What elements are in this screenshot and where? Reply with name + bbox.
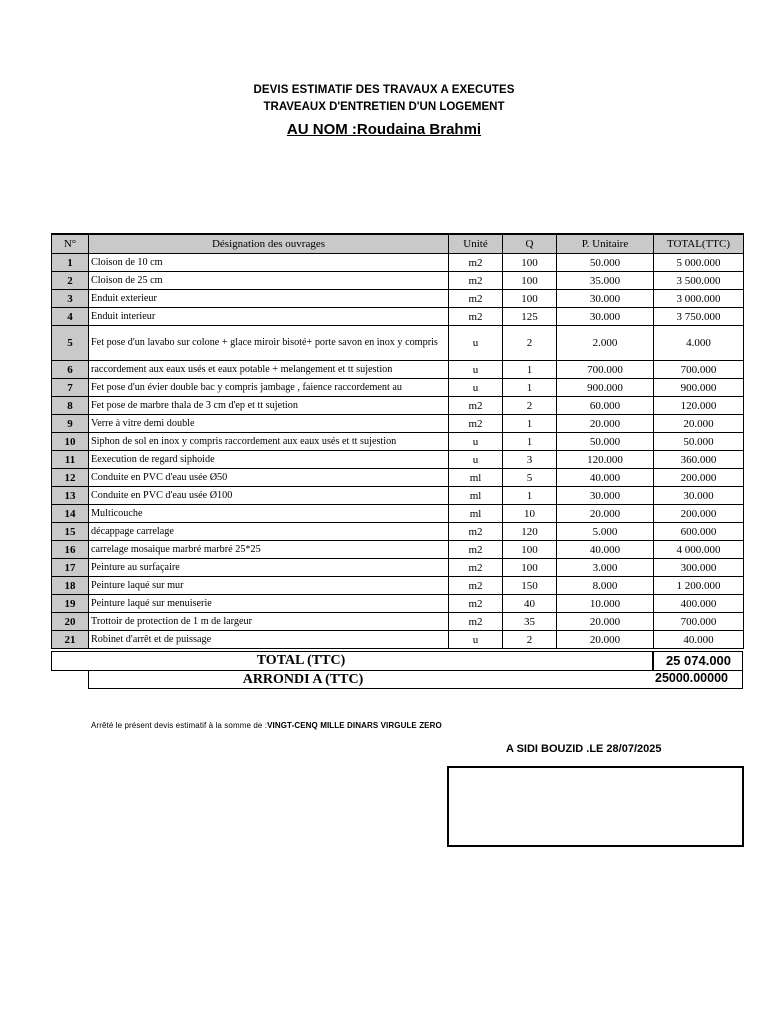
row-total: 200.000 bbox=[654, 469, 744, 487]
row-number: 13 bbox=[52, 487, 89, 505]
row-number: 17 bbox=[52, 559, 89, 577]
row-unit: m2 bbox=[449, 290, 503, 308]
row-unit: u bbox=[449, 631, 503, 649]
row-unit-price: 40.000 bbox=[557, 469, 654, 487]
row-total: 200.000 bbox=[654, 505, 744, 523]
row-quantity: 150 bbox=[503, 577, 557, 595]
row-number: 14 bbox=[52, 505, 89, 523]
row-total: 30.000 bbox=[654, 487, 744, 505]
row-unit-price: 2.000 bbox=[557, 326, 654, 361]
row-unit-price: 50.000 bbox=[557, 433, 654, 451]
row-total: 3 750.000 bbox=[654, 308, 744, 326]
table-row bbox=[52, 397, 744, 415]
row-designation: Conduite en PVC d'eau usée Ø100 bbox=[89, 487, 449, 505]
table-row bbox=[52, 631, 744, 649]
table-row bbox=[52, 326, 744, 361]
row-designation: Peinture au surfaçaire bbox=[89, 559, 449, 577]
row-number: 20 bbox=[52, 613, 89, 631]
row-designation: Multicouche bbox=[89, 505, 449, 523]
row-unit-price: 8.000 bbox=[557, 577, 654, 595]
row-designation: Siphon de sol en inox y compris raccordement aux eaux usés et tt sujestion bbox=[89, 433, 449, 451]
row-designation: Enduit exterieur bbox=[89, 290, 449, 308]
row-number: 6 bbox=[52, 361, 89, 379]
row-designation: Enduit interieur bbox=[89, 308, 449, 326]
row-unit-price: 5.000 bbox=[557, 523, 654, 541]
total-label: TOTAL (TTC) bbox=[256, 653, 346, 668]
row-unit: ml bbox=[449, 487, 503, 505]
row-number: 1 bbox=[52, 254, 89, 272]
row-designation: Robinet d'arrêt et de puissage bbox=[89, 631, 449, 649]
table-row bbox=[52, 308, 744, 326]
row-quantity: 100 bbox=[503, 559, 557, 577]
table-row bbox=[52, 272, 744, 290]
row-number: 5 bbox=[52, 326, 89, 361]
row-unit-price: 20.000 bbox=[557, 613, 654, 631]
table-header-row bbox=[52, 234, 744, 254]
row-number: 7 bbox=[52, 379, 89, 397]
table-row bbox=[52, 361, 744, 379]
row-quantity: 100 bbox=[503, 254, 557, 272]
row-designation: Fet pose d'un évier double bac y compris jambage , faience raccordement au bbox=[89, 379, 449, 397]
amount-in-words bbox=[91, 721, 442, 730]
row-number: 18 bbox=[52, 577, 89, 595]
table-row bbox=[52, 415, 744, 433]
table-row bbox=[52, 469, 744, 487]
row-unit: ml bbox=[449, 505, 503, 523]
total-value: 25 074.000 bbox=[665, 653, 732, 668]
row-quantity: 1 bbox=[503, 415, 557, 433]
row-designation: décappage carrelage bbox=[89, 523, 449, 541]
row-unit-price: 20.000 bbox=[557, 415, 654, 433]
row-quantity: 5 bbox=[503, 469, 557, 487]
estimate-table bbox=[51, 233, 744, 649]
row-quantity: 1 bbox=[503, 433, 557, 451]
row-unit-price: 20.000 bbox=[557, 631, 654, 649]
row-unit: u bbox=[449, 326, 503, 361]
row-unit-price: 60.000 bbox=[557, 397, 654, 415]
row-number: 16 bbox=[52, 541, 89, 559]
row-unit-price: 30.000 bbox=[557, 487, 654, 505]
row-unit: m2 bbox=[449, 397, 503, 415]
row-number: 2 bbox=[52, 272, 89, 290]
row-unit: m2 bbox=[449, 595, 503, 613]
row-designation: Fet pose de marbre thala de 3 cm d'ep et tt sujetion bbox=[89, 397, 449, 415]
row-quantity: 100 bbox=[503, 272, 557, 290]
row-total: 4.000 bbox=[654, 326, 744, 361]
row-total: 900.000 bbox=[654, 379, 744, 397]
row-number: 4 bbox=[52, 308, 89, 326]
column-header-quantity: Q bbox=[503, 234, 557, 254]
row-total: 1 200.000 bbox=[654, 577, 744, 595]
row-quantity: 1 bbox=[503, 379, 557, 397]
row-number: 10 bbox=[52, 433, 89, 451]
row-unit: m2 bbox=[449, 613, 503, 631]
row-unit: m2 bbox=[449, 254, 503, 272]
row-unit-price: 40.000 bbox=[557, 541, 654, 559]
row-total: 400.000 bbox=[654, 595, 744, 613]
document-title-line1: DEVIS ESTIMATIF DES TRAVAUX A EXECUTES bbox=[253, 84, 515, 96]
row-total: 4 000.000 bbox=[654, 541, 744, 559]
row-number: 9 bbox=[52, 415, 89, 433]
row-designation: Peinture laqué sur mur bbox=[89, 577, 449, 595]
row-quantity: 1 bbox=[503, 487, 557, 505]
table-row bbox=[52, 433, 744, 451]
amount-in-words-prefix: Arrêté le présent devis estimatif à la somme de : bbox=[91, 721, 268, 730]
row-number: 8 bbox=[52, 397, 89, 415]
row-designation: Fet pose d'un lavabo sur colone + glace miroir bisoté+ porte savon en inox y compris bbox=[89, 326, 449, 361]
row-unit-price: 30.000 bbox=[557, 290, 654, 308]
row-designation: Conduite en PVC d'eau usée Ø50 bbox=[89, 469, 449, 487]
row-unit: u bbox=[449, 433, 503, 451]
row-quantity: 35 bbox=[503, 613, 557, 631]
row-total: 300.000 bbox=[654, 559, 744, 577]
row-unit-price: 700.000 bbox=[557, 361, 654, 379]
row-unit: m2 bbox=[449, 523, 503, 541]
row-total: 700.000 bbox=[654, 613, 744, 631]
table-row bbox=[52, 559, 744, 577]
row-total: 40.000 bbox=[654, 631, 744, 649]
client-name: Roudaina Brahmi bbox=[356, 121, 482, 138]
row-quantity: 40 bbox=[503, 595, 557, 613]
row-unit-price: 30.000 bbox=[557, 308, 654, 326]
row-designation: carrelage mosaique marbré marbré 25*25 bbox=[89, 541, 449, 559]
row-quantity: 1 bbox=[503, 361, 557, 379]
row-quantity: 100 bbox=[503, 290, 557, 308]
row-number: 15 bbox=[52, 523, 89, 541]
table-row bbox=[52, 541, 744, 559]
row-unit-price: 35.000 bbox=[557, 272, 654, 290]
table-row bbox=[52, 487, 744, 505]
row-number: 11 bbox=[52, 451, 89, 469]
row-total: 50.000 bbox=[654, 433, 744, 451]
place-and-date: A SIDI BOUZID .LE 28/07/2025 bbox=[506, 743, 662, 755]
row-designation: raccordement aux eaux usés et eaux potable + melangement et tt sujestion bbox=[89, 361, 449, 379]
row-designation: Cloison de 10 cm bbox=[89, 254, 449, 272]
row-unit: m2 bbox=[449, 272, 503, 290]
row-designation: Eexecution de regard siphoide bbox=[89, 451, 449, 469]
row-unit: ml bbox=[449, 469, 503, 487]
row-unit-price: 20.000 bbox=[557, 505, 654, 523]
row-quantity: 3 bbox=[503, 451, 557, 469]
table-row bbox=[52, 379, 744, 397]
row-quantity: 2 bbox=[503, 397, 557, 415]
amount-in-words-value: VINGT-CENQ MILLE DINARS VIRGULE ZERO bbox=[267, 721, 442, 730]
row-unit: m2 bbox=[449, 559, 503, 577]
client-heading bbox=[0, 121, 768, 138]
column-header-total: TOTAL(TTC) bbox=[654, 234, 744, 254]
table-row bbox=[52, 577, 744, 595]
row-total: 5 000.000 bbox=[654, 254, 744, 272]
row-quantity: 100 bbox=[503, 541, 557, 559]
row-unit-price: 10.000 bbox=[557, 595, 654, 613]
row-quantity: 125 bbox=[503, 308, 557, 326]
row-total: 20.000 bbox=[654, 415, 744, 433]
row-designation: Trottoir de protection de 1 m de largeur bbox=[89, 613, 449, 631]
table-row bbox=[52, 505, 744, 523]
row-unit-price: 50.000 bbox=[557, 254, 654, 272]
row-quantity: 2 bbox=[503, 326, 557, 361]
row-quantity: 10 bbox=[503, 505, 557, 523]
rounded-total-label: ARRONDI A (TTC) bbox=[242, 672, 364, 687]
table-row bbox=[52, 595, 744, 613]
row-designation: Verre à vitre demi double bbox=[89, 415, 449, 433]
row-unit: m2 bbox=[449, 577, 503, 595]
row-designation: Cloison de 25 cm bbox=[89, 272, 449, 290]
row-unit-price: 120.000 bbox=[557, 451, 654, 469]
table-row bbox=[52, 613, 744, 631]
row-unit: m2 bbox=[449, 308, 503, 326]
row-number: 21 bbox=[52, 631, 89, 649]
table-row bbox=[52, 451, 744, 469]
row-quantity: 120 bbox=[503, 523, 557, 541]
row-designation: Peinture laqué sur menuiserie bbox=[89, 595, 449, 613]
row-number: 3 bbox=[52, 290, 89, 308]
column-header-designation: Désignation des ouvrages bbox=[89, 234, 449, 254]
row-unit-price: 3.000 bbox=[557, 559, 654, 577]
rounded-total-value: 25000.00000 bbox=[655, 671, 728, 685]
row-total: 360.000 bbox=[654, 451, 744, 469]
row-total: 600.000 bbox=[654, 523, 744, 541]
row-unit: u bbox=[449, 361, 503, 379]
column-header-unit: Unité bbox=[449, 234, 503, 254]
column-header-unit-price: P. Unitaire bbox=[557, 234, 654, 254]
row-unit-price: 900.000 bbox=[557, 379, 654, 397]
row-unit: u bbox=[449, 451, 503, 469]
row-quantity: 2 bbox=[503, 631, 557, 649]
table-row bbox=[52, 523, 744, 541]
signature-box bbox=[447, 766, 744, 847]
document-title-line2: TRAVEAUX D'ENTRETIEN D'UN LOGEMENT bbox=[263, 101, 505, 113]
row-number: 12 bbox=[52, 469, 89, 487]
client-label: AU NOM : bbox=[286, 121, 357, 138]
row-total: 120.000 bbox=[654, 397, 744, 415]
row-unit: m2 bbox=[449, 541, 503, 559]
row-unit: m2 bbox=[449, 415, 503, 433]
row-total: 700.000 bbox=[654, 361, 744, 379]
row-number: 19 bbox=[52, 595, 89, 613]
row-unit: u bbox=[449, 379, 503, 397]
table-row bbox=[52, 254, 744, 272]
table-row bbox=[52, 290, 744, 308]
row-total: 3 500.000 bbox=[654, 272, 744, 290]
column-header-number: N° bbox=[52, 234, 89, 254]
row-total: 3 000.000 bbox=[654, 290, 744, 308]
